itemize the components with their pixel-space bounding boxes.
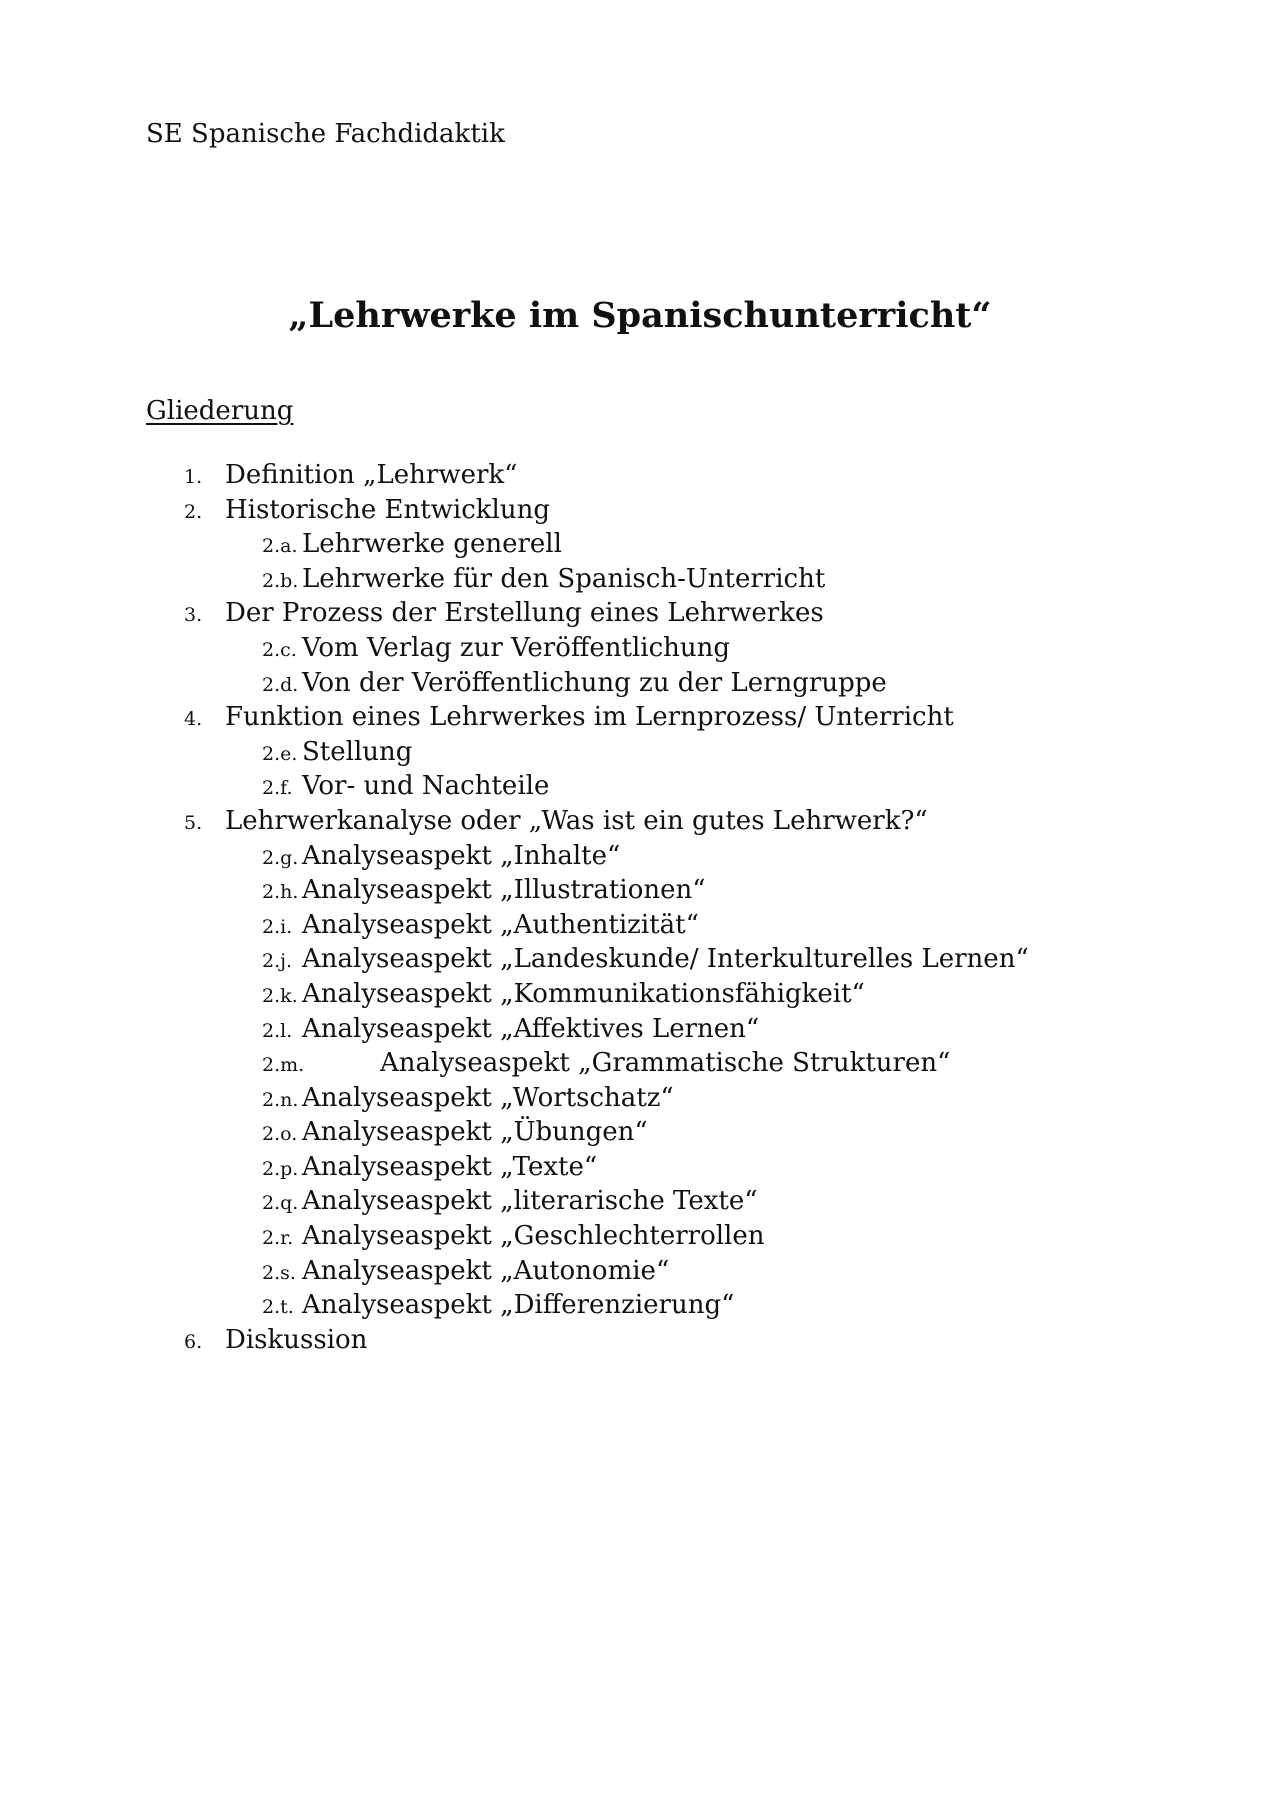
outline-item	[0, 977, 1280, 1012]
outline-item-number: 2.a.	[262, 535, 298, 558]
outline-item-text: Stellung	[302, 736, 413, 767]
outline-item-number: 2.k.	[262, 984, 298, 1007]
outline-item-number: 1.	[184, 466, 203, 488]
outline-item-text: Analyseaspekt „Übungen“	[302, 1117, 648, 1148]
outline-item-text: Analyseaspekt „Grammatische Strukturen“	[380, 1048, 951, 1079]
outline-item-text: Analyseaspekt „Kommunikationsfähigkeit“	[302, 978, 865, 1009]
document-title: „Lehrwerke im Spanischunterricht“	[288, 295, 992, 336]
outline-item	[0, 1254, 1280, 1289]
outline-item-text: Analyseaspekt „Differenzierung“	[302, 1290, 735, 1321]
outline-item-number: 4.	[184, 708, 203, 731]
outline-item	[0, 735, 1280, 770]
outline-item-text: Analyseaspekt „Autonomie“	[302, 1255, 670, 1286]
outline-item-number: 5.	[184, 811, 203, 834]
outline-item-number: 2.e.	[262, 742, 298, 765]
outline-item	[0, 1150, 1280, 1185]
outline-item-text: Analyseaspekt „Texte“	[302, 1151, 598, 1182]
outline-item-number: 2.p.	[262, 1157, 299, 1180]
outline-item	[0, 562, 1280, 597]
course-header: SE Spanische Fachdidaktik	[146, 119, 505, 149]
outline-item-text: Der Prozess der Erstellung eines Lehrwerkes	[225, 598, 824, 629]
outline-item-number: 2.	[184, 500, 203, 523]
outline-item-text: Analyseaspekt „Landeskunde/ Interkulturelles Lernen“	[302, 944, 1029, 975]
outline-item	[0, 942, 1280, 977]
outline-item	[0, 1288, 1280, 1323]
outline-item-text: Lehrwerke für den Spanisch-Unterricht	[302, 563, 826, 594]
outline-item	[0, 666, 1280, 701]
outline-item	[0, 1012, 1280, 1047]
outline-item	[0, 493, 1280, 528]
outline-item	[0, 908, 1280, 943]
outline-item-number: 2.n.	[262, 1088, 299, 1111]
outline-item-number: 2.c.	[262, 638, 297, 661]
outline-item-text: Analyseaspekt „Authentizität“	[302, 909, 699, 940]
outline-item-text: Analyseaspekt „Geschlechterrollen	[302, 1221, 765, 1252]
outline-item-text: Lehrwerkanalyse oder „Was ist ein gutes Lehrwerk?“	[225, 805, 928, 836]
outline-item-text: Analyseaspekt „Illustrationen“	[302, 875, 706, 906]
outline-item-text: Von der Veröffentlichung zu der Lerngruppe	[302, 667, 887, 698]
outline-item	[0, 1081, 1280, 1116]
outline-item-text: Vom Verlag zur Veröffentlichung	[302, 632, 731, 663]
outline-item-number: 2.g.	[262, 846, 299, 869]
outline-item-number: 2.f.	[262, 777, 293, 800]
outline-item-text: Analyseaspekt „Wortschatz“	[302, 1082, 674, 1113]
outline-item	[0, 1115, 1280, 1150]
outline-item-number: 2.q.	[262, 1192, 299, 1215]
outline-item-number: 2.t.	[262, 1296, 294, 1319]
outline-item	[0, 839, 1280, 874]
outline-item-text: Analyseaspekt „Affektives Lernen“	[302, 1013, 760, 1044]
outline-list	[0, 458, 1280, 1357]
outline-item	[0, 873, 1280, 908]
outline-item-number: 2.o.	[262, 1123, 298, 1146]
outline-item-text: Vor- und Nachteile	[302, 771, 550, 802]
outline-item	[0, 1323, 1280, 1358]
outline-item	[0, 700, 1280, 735]
outline-item	[0, 1046, 1280, 1081]
outline-item-number: 2.b.	[262, 569, 299, 592]
outline-item	[0, 1184, 1280, 1219]
outline-item	[0, 631, 1280, 666]
outline-item	[0, 458, 1280, 493]
outline-item-number: 2.j.	[262, 950, 293, 973]
outline-item-text: Diskussion	[225, 1324, 368, 1355]
outline-item-number: 2.l.	[262, 1019, 293, 1042]
outline-item-number: 2.i.	[262, 915, 293, 938]
outline-item-text: Analyseaspekt „Inhalte“	[302, 840, 621, 871]
outline-item-text: Analyseaspekt „literarische Texte“	[302, 1186, 758, 1217]
outline-item-number: 2.d.	[262, 673, 299, 696]
outline-item	[0, 769, 1280, 804]
outline-item-number: 3.	[184, 604, 203, 627]
outline-item-text: Lehrwerke generell	[302, 529, 562, 560]
outline-item-text: Funktion eines Lehrwerkes im Lernprozess/ Unterricht	[225, 702, 954, 733]
outline-item	[0, 596, 1280, 631]
outline-item-number: 2.m.	[262, 1054, 305, 1077]
outline-item-text: Definition „Lehrwerk“	[225, 460, 518, 490]
outline-item-number: 6.	[184, 1330, 203, 1353]
section-heading: Gliederung	[146, 396, 294, 426]
outline-item	[0, 804, 1280, 839]
outline-item	[0, 527, 1280, 562]
outline-item-number: 2.r.	[262, 1227, 294, 1250]
outline-item-number: 2.s.	[262, 1261, 296, 1284]
outline-item-number: 2.h.	[262, 881, 299, 904]
outline-item-text: Historische Entwicklung	[225, 494, 550, 525]
outline-item	[0, 1219, 1280, 1254]
